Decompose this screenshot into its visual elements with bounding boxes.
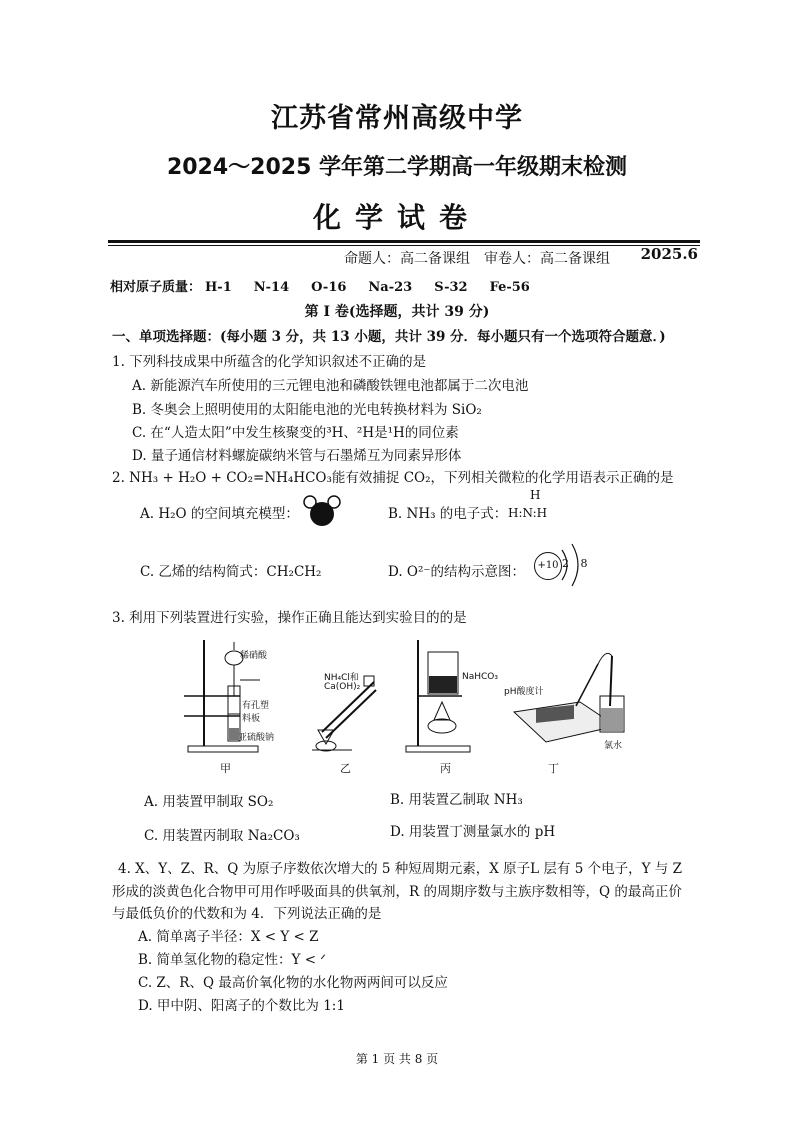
q3-stem: 3. 利用下列装置进行实验，操作正确且能达到实验目的的是	[112, 610, 467, 626]
label-apparatus-yi: 乙	[340, 762, 351, 775]
oxygen-ion-nucleus: +10	[534, 552, 562, 580]
label-ammonium-chloride: NH₄Cl和	[324, 673, 359, 683]
q4-option-d: D. 甲中阴、阳离子的个数比为 1:1	[138, 998, 345, 1014]
q3-option-a: A. 用装置甲制取 SO₂	[144, 794, 274, 810]
label-apparatus-ding: 丁	[548, 762, 559, 775]
oxygen-ion-shell-electrons: 2 8	[562, 557, 592, 570]
section-title: 一、单项选择题：(每小题 3 分，共 13 小题，共计 39 分．每小题只有一个选项符合题意．)	[112, 329, 666, 345]
apparatus-bing-diagram	[402, 636, 482, 756]
atomic-masses	[110, 276, 710, 295]
exam-date: 2025.6	[640, 245, 698, 263]
label-sodium-bicarbonate: NaHCO₃	[462, 672, 498, 682]
q1-option-b: B. 冬奥会上照明使用的太阳能电池的光电转换材料为 SiO₂	[132, 402, 482, 418]
label-perforated-plastic-plate: 有孔塑料板	[242, 701, 270, 724]
q2-option-c: C. 乙烯的结构简式：CH₂CH₂	[140, 564, 322, 580]
header-thin-rule	[108, 245, 700, 246]
q1-option-c: C. 在“人造太阳”中发生核聚变的³H、²H是¹H的同位素	[132, 425, 459, 441]
subject-title: 化学试卷	[312, 201, 481, 234]
label-chlorine-water: 氯水	[604, 741, 623, 751]
q2-option-b: B. NH₃ 的电子式：	[388, 506, 508, 522]
atomic-masses-label: 相对原子质量：	[110, 280, 202, 295]
label-dilute-nitric-acid: 稀硝酸	[240, 651, 268, 661]
page-footer: 第 1 页 共 8 页	[355, 1052, 439, 1066]
q3-option-b: B. 用装置乙制取 NH₃	[390, 792, 523, 808]
atomic-mass-o: O-16	[311, 280, 347, 295]
q1-option-a: A. 新能源汽车所使用的三元锂电池和磷酸铁锂电池都属于二次电池	[132, 378, 529, 394]
creators-line: 命题人：高二备课组 审卷人：高二备课组	[344, 251, 610, 267]
label-sodium-sulfite: 亚硫酸钠	[238, 733, 275, 743]
school-name: 江苏省常州高级中学	[271, 103, 523, 134]
q4-option-b: B. 简单氢化物的稳定性：Y < ᐟ	[138, 952, 327, 968]
q4-stem-line3: 与最低负价的代数和为 4．下列说法正确的是	[112, 906, 382, 922]
q4-stem-line1: 4. X、Y、Z、R、Q 为原子序数依次增大的 5 种短周期元素，X 原子L 层有 5 个电子，Y 与 Z	[118, 861, 682, 877]
q3-option-d: D. 用装置丁测量氯水的 pH	[390, 824, 556, 840]
label-apparatus-jia: 甲	[220, 762, 231, 775]
q4-stem-line2: 形成的淡黄色化合物甲可用作呼吸面具的供氧剂，R 的周期序数与主族序数相等，Q 的最高正价	[112, 884, 682, 900]
q2-option-a: A. H₂O 的空间填充模型：	[140, 506, 299, 522]
q4-option-c: C. Z、R、Q 最高价氧化物的水化物两两间可以反应	[138, 975, 448, 991]
water-space-filling-model	[302, 494, 342, 528]
q1-option-d: D. 量子通信材料螺旋碳纳米管与石墨烯互为同素异形体	[132, 448, 462, 464]
q4-option-a: A. 简单离子半径：X < Y < Z	[138, 929, 319, 945]
nh3-lewis-middle: H:N:H	[508, 506, 548, 520]
atomic-mass-fe: Fe-56	[489, 280, 530, 295]
header-thick-rule	[108, 240, 700, 243]
q1-stem: 1. 下列科技成果中所蕴含的化学知识叙述不正确的是	[112, 354, 427, 370]
label-calcium-hydroxide: Ca(OH)₂	[324, 682, 361, 692]
nh3-lewis-top: H	[530, 488, 541, 502]
exam-title: 2024～2025 学年第二学期高一年级期末检测	[166, 155, 628, 180]
atomic-mass-na: Na-23	[368, 280, 413, 295]
q2-stem: 2. NH₃ + H₂O + CO₂=NH₄HCO₃能有效捕捉 CO₂，下列相关微粒的化学用语表示正确的是	[112, 470, 674, 486]
label-ph-meter: pH酸度计	[504, 687, 544, 697]
q3-option-c: C. 用装置丙制取 Na₂CO₃	[144, 828, 300, 844]
q2-option-d: D. O²⁻的结构示意图：	[388, 564, 526, 580]
atomic-mass-h: H-1	[205, 280, 232, 295]
atomic-mass-s: S-32	[434, 280, 468, 295]
part-title: 第 I 卷(选择题，共计 39 分)	[304, 304, 490, 320]
atomic-mass-n: N-14	[253, 280, 290, 295]
label-apparatus-bing: 丙	[440, 762, 451, 775]
